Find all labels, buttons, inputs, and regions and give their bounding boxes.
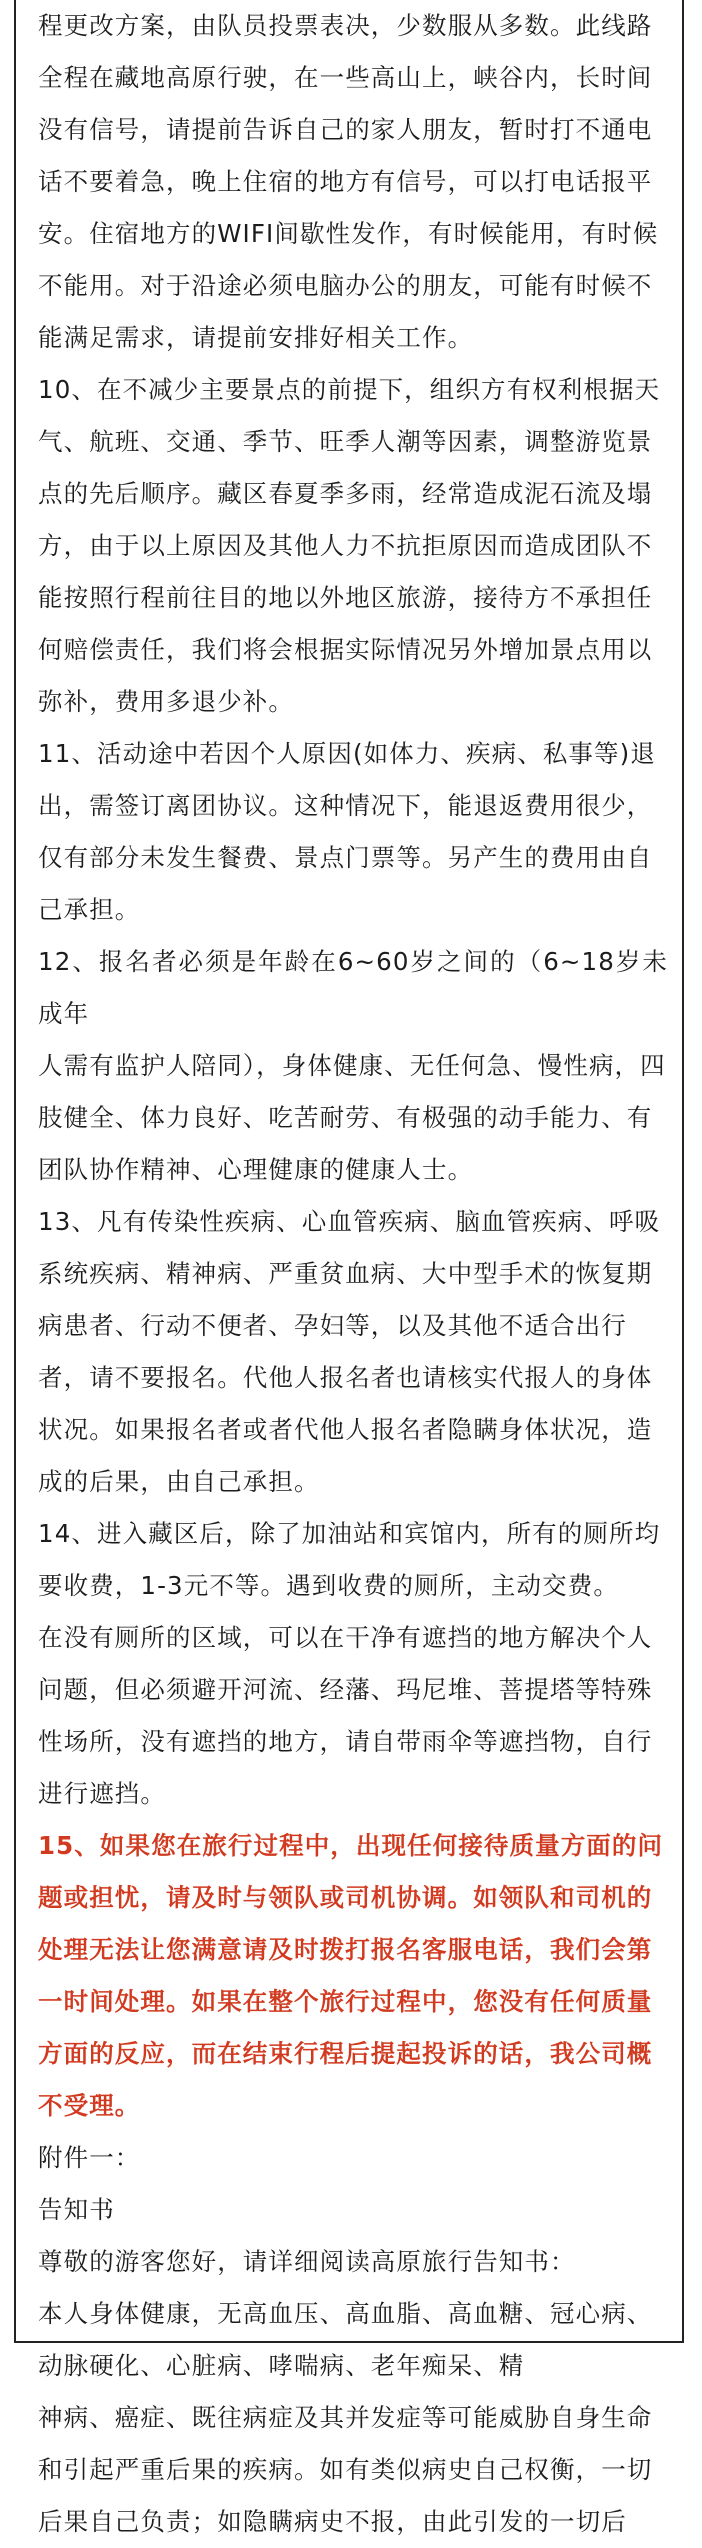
text-line: 人需有监护人陪同），身体健康、无任何急、慢性病，四: [38, 1051, 666, 1080]
paragraph-notice-title: [38, 2184, 668, 2236]
paragraph-route: [38, 0, 668, 364]
document-frame: [14, 0, 684, 2536]
text-line: 话不要着急，晚上住宿的地方有信号，可以打电话报平: [38, 167, 653, 196]
paragraph-14: [38, 1508, 668, 1612]
text-line: 方，由于以上原因及其他人力不抗拒原因而造成团队不: [38, 531, 653, 560]
text-line: 方面的反应，而在结束行程后提起投诉的话，我公司概: [38, 2039, 653, 2068]
text-line: 尊敬的游客您好，请详细阅读高原旅行告知书：: [38, 2247, 576, 2276]
text-line: 12、报名者必须是年龄在6~60岁之间的（6~18岁未成年: [38, 947, 668, 1028]
text-line: 己承担。: [38, 895, 141, 924]
paragraph-health: [38, 2288, 668, 2392]
text-line: 不能用。对于沿途必须电脑办公的朋友，可能有时候不: [38, 271, 653, 300]
paragraph-15: [38, 1820, 668, 2132]
paragraph-toilet: [38, 1612, 668, 1820]
text-line: 能满足需求，请提前安排好相关工作。: [38, 323, 474, 352]
text-line: 点的先后顺序。藏区春夏季多雨，经常造成泥石流及塌: [38, 479, 653, 508]
paragraph-health-2: [38, 2392, 668, 2548]
text-line: 本人身体健康，无高血压、高血脂、高血糖、冠心病、: [38, 2299, 653, 2328]
paragraph-11: [38, 728, 668, 936]
text-line: 肢健全、体力良好、吃苦耐劳、有极强的动手能力、有: [38, 1103, 653, 1132]
text-line: 没有信号，请提前告诉自己的家人朋友，暂时打不通电: [38, 115, 653, 144]
text-line: 气、航班、交通、季节、旺季人潮等因素，调整游览景: [38, 427, 653, 456]
text-line: 安。住宿地方的WIFI间歇性发作，有时候能用，有时候: [38, 219, 659, 248]
text-line: 11、活动途中若因个人原因(如体力、疾病、私事等)退: [38, 739, 656, 768]
text-line: 和引起严重后果的疾病。如有类似病史自己权衡，一切: [38, 2455, 653, 2484]
text-line: 15、如果您在旅行过程中，出现任何接待质量方面的问: [38, 1831, 664, 1860]
text-line: 不受理。: [38, 2091, 141, 2120]
text-line: 神病、癌症、既往病症及其并发症等可能威胁自身生命: [38, 2403, 653, 2432]
text-line: 一时间处理。如果在整个旅行过程中，您没有任何质量: [38, 1987, 653, 2016]
text-line: 者，请不要报名。代他人报名者也请核实代报人的身体: [38, 1363, 653, 1392]
text-line: 动脉硬化、心脏病、哮喘病、老年痴呆、精: [38, 2351, 525, 2380]
text-line: 进行遮挡。: [38, 1779, 166, 1808]
text-line: 14、进入藏区后，除了加油站和宾馆内，所有的厕所均: [38, 1519, 661, 1548]
text-line: 问题，但必须避开河流、经藩、玛尼堆、菩提塔等特殊: [38, 1675, 653, 1704]
text-line: 在没有厕所的区域，可以在干净有遮挡的地方解决个人: [38, 1623, 653, 1652]
text-line: 团队协作精神、心理健康的健康人士。: [38, 1155, 474, 1184]
text-line: 处理无法让您满意请及时拨打报名客服电话，我们会第: [38, 1935, 653, 1964]
text-line: 10、在不减少主要景点的前提下，组织方有权利根据天: [38, 375, 661, 404]
text-line: 何赔偿责任，我们将会根据实际情况另外增加景点用以: [38, 635, 653, 664]
paragraph-annex: [38, 2132, 668, 2184]
paragraph-13: [38, 1196, 668, 1508]
text-line: 附件一：: [38, 2143, 141, 2172]
paragraph-10: [38, 364, 668, 728]
text-line: 能按照行程前往目的地以外地区旅游，接待方不承担任: [38, 583, 653, 612]
text-line: 仅有部分未发生餐费、景点门票等。另产生的费用由自: [38, 843, 653, 872]
text-line: 病患者、行动不便者、孕妇等，以及其他不适合出行: [38, 1311, 627, 1340]
text-line: 弥补，费用多退少补。: [38, 687, 294, 716]
paragraph-greeting: [38, 2236, 668, 2288]
text-line: 13、凡有传染性疾病、心血管疾病、脑血管疾病、呼吸: [38, 1207, 661, 1236]
paragraph-12: [38, 936, 668, 1196]
text-line: 出，需签订离团协议。这种情况下，能退返费用很少，: [38, 791, 653, 820]
text-line: 程更改方案，由队员投票表决，少数服从多数。此线路: [38, 11, 653, 40]
text-line: 系统疾病、精神病、严重贫血病、大中型手术的恢复期: [38, 1259, 653, 1288]
text-line: 题或担忧，请及时与领队或司机协调。如领队和司机的: [38, 1883, 653, 1912]
text-line: 告知书: [38, 2195, 115, 2224]
document-body: [38, 0, 668, 2548]
text-line: 状况。如果报名者或者代他人报名者隐瞒身体状况，造: [38, 1415, 653, 1444]
text-line: 性场所，没有遮挡的地方，请自带雨伞等遮挡物，自行: [38, 1727, 653, 1756]
text-line: 成的后果，由自己承担。: [38, 1467, 320, 1496]
text-line: 要收费，1-3元不等。遇到收费的厕所，主动交费。: [38, 1571, 619, 1600]
text-line: 全程在藏地高原行驶，在一些高山上，峡谷内，长时间: [38, 63, 653, 92]
text-line: 后果自己负责；如隐瞒病史不报，由此引发的一切后: [38, 2507, 627, 2536]
